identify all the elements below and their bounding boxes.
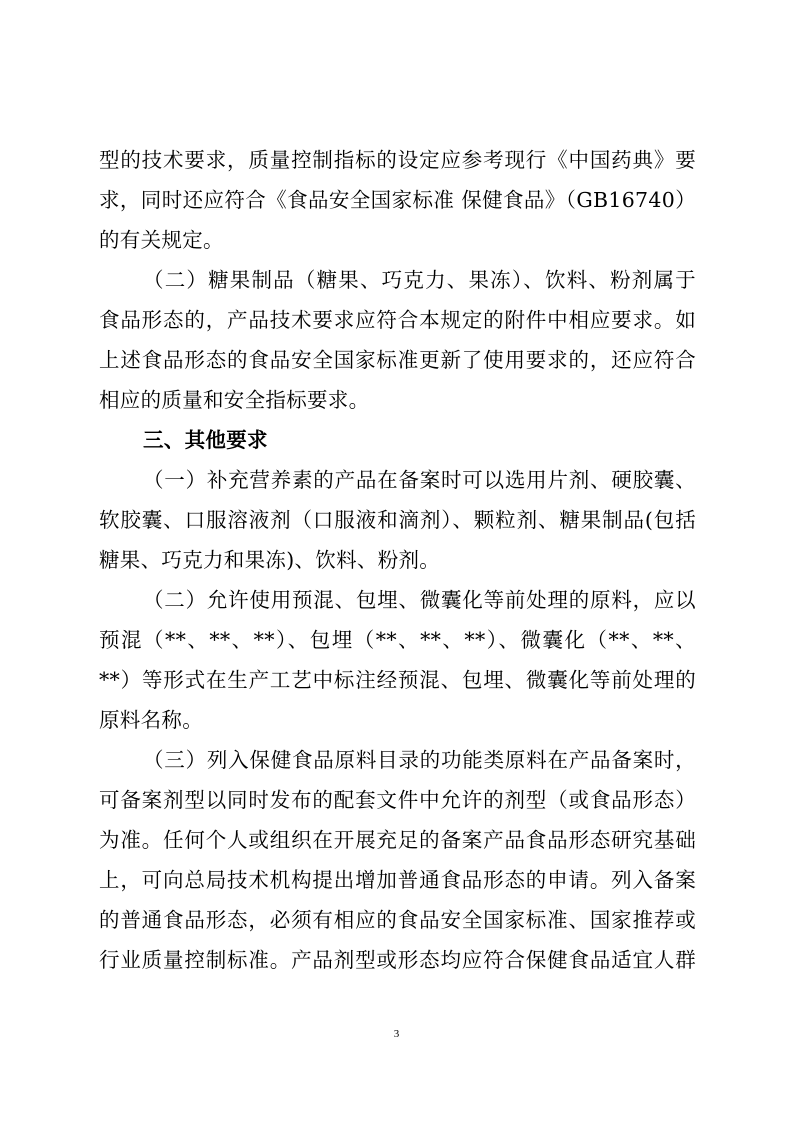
paragraph-first-line: （二）允许使用预混、包埋、微囊化等前处理的原料，应以 [143,588,696,612]
text-line: 糖果、巧克力和果冻)、饮料、粉剂。 [99,548,441,572]
text-line: **）等形式在生产工艺中标注经预混、包埋、微囊化等前处理的 [99,668,696,692]
text-line: 型的技术要求，质量控制指标的设定应参考现行《中国药典》要 [99,148,696,172]
text-line: 相应的质量和安全指标要求。 [99,388,370,412]
paragraph-first-line: （三）列入保健食品原料目录的功能类原料在产品备案时， [143,748,696,772]
paragraph-first-line: （二）糖果制品（糖果、巧克力、果冻）、饮料、粉剂属于 [143,268,696,292]
section-heading: 三、其他要求 [143,428,268,452]
text-line: 可备案剂型以同时发布的配套文件中允许的剂型（或食品形态） [99,788,696,812]
text-line: 软胶囊、口服溶液剂（口服液和滴剂）、颗粒剂、糖果制品(包括 [99,508,696,532]
text-line: 为准。任何个人或组织在开展充足的备案产品食品形态研究基础 [99,828,696,852]
text-line: 原料名称。 [99,708,203,732]
text-line: 行业质量控制标准。产品剂型或形态均应符合保健食品适宜人群 [99,948,696,972]
text-line: 预混（**、**、**）、包埋（**、**、**）、微囊化（**、**、 [99,628,696,652]
text-line: 食品形态的，产品技术要求应符合本规定的附件中相应要求。如 [99,308,696,332]
paragraph-first-line: （一）补充营养素的产品在备案时可以选用片剂、硬胶囊、 [143,468,696,492]
page-number: 3 [393,1028,400,1040]
text-line: 的普通食品形态，必须有相应的食品安全国家标准、国家推荐或 [99,908,696,932]
text-line: 求，同时还应符合《食品安全国家标准 保健食品》（GB16740） [99,188,696,212]
text-line: 的有关规定。 [99,228,224,252]
text-line: 上述食品形态的食品安全国家标准更新了使用要求的，还应符合 [99,348,696,372]
text-line: 上，可向总局技术机构提出增加普通食品形态的申请。列入备案 [99,868,696,892]
